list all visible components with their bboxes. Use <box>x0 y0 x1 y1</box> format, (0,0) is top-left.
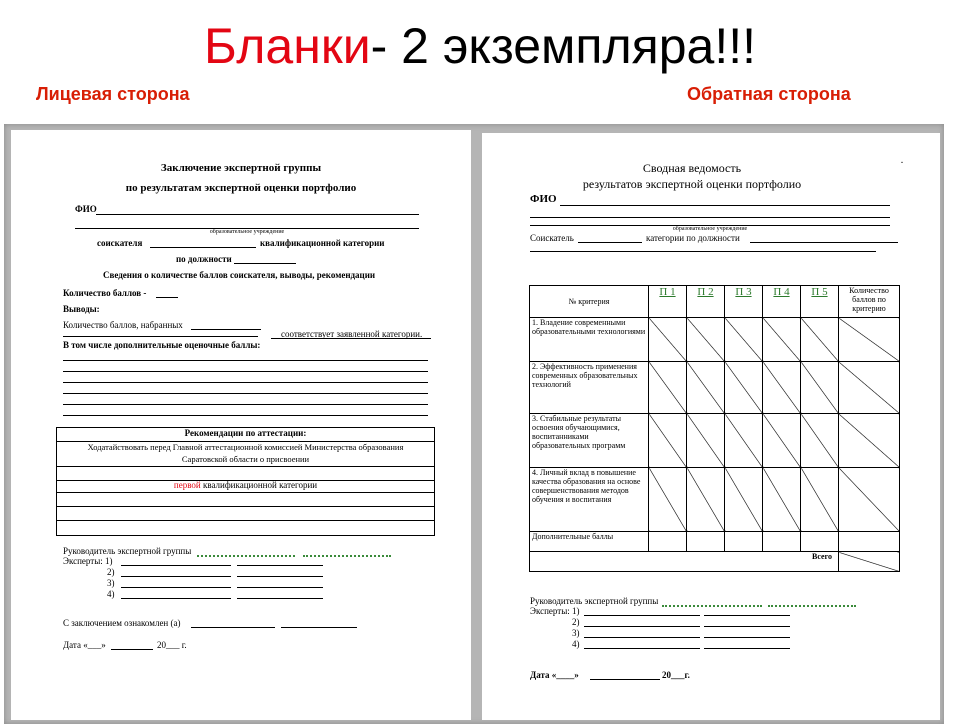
table-row <box>530 318 900 362</box>
slide-title <box>0 14 960 78</box>
recommendations-box <box>56 427 435 536</box>
right-date-line <box>590 679 660 680</box>
right-fio-label: ФИО <box>530 193 557 205</box>
left-score-collected-line <box>191 329 261 330</box>
left-heading-2: по результатам экспертной оценки портфолио <box>125 182 357 194</box>
right-category-label: категории по должности <box>646 233 740 243</box>
right-expert-4-line <box>584 648 700 649</box>
left-fio-label: ФИО <box>75 204 97 214</box>
left-expert-1-name <box>237 565 323 566</box>
left-expert-3-name <box>237 587 323 588</box>
notes-line-1 <box>63 360 428 361</box>
right-heading-1: Сводная ведомость <box>642 161 742 175</box>
expert-header-5: П 5 <box>811 286 828 298</box>
criterion-3-label: 3. Стабильные результаты освоения обучающимися, воспитанниками образовательных программ <box>530 414 649 468</box>
title-red-part: Бланки <box>203 18 371 74</box>
left-n4: 4) <box>107 589 115 599</box>
left-expert-2-line <box>121 576 231 577</box>
left-position-line <box>234 263 296 264</box>
notes-line-3 <box>63 382 428 383</box>
right-expert-1-line <box>584 615 700 616</box>
right-expert-3-name <box>704 637 790 638</box>
left-qualification-label: квалификационной категории <box>260 238 385 248</box>
left-score-label: Количество баллов - <box>63 288 147 298</box>
left-head-label: Руководитель экспертной группы <box>63 546 192 556</box>
left-applicant-label: соискателя <box>97 238 143 248</box>
right-org-caption: образовательное учреждение <box>672 226 748 232</box>
left-experts-label: Эксперты: 1) <box>63 556 113 566</box>
expert-header-1: П 1 <box>659 286 676 298</box>
left-org-caption: образовательное учреждение <box>209 229 285 235</box>
criteria-header: № критерия <box>530 286 649 318</box>
front-side-page <box>11 130 471 720</box>
rec-row-divider <box>57 466 434 467</box>
right-n2: 2) <box>572 617 580 627</box>
right-expert-4-name <box>704 648 790 649</box>
left-conclusions-label: Выводы: <box>63 304 100 314</box>
category-line <box>57 480 434 490</box>
table-row <box>530 468 900 532</box>
left-head-sign-line <box>197 555 295 557</box>
left-heading-1: Заключение экспертной группы <box>160 162 322 174</box>
back-side-page <box>482 133 940 720</box>
right-category-line <box>750 242 898 243</box>
left-expert-1-line <box>121 565 231 566</box>
left-score-collected-line2 <box>63 336 258 337</box>
left-acquainted-sign <box>191 627 275 628</box>
left-score-collected-label: Количество баллов, набранных <box>63 320 183 330</box>
right-applicant-line <box>578 242 642 243</box>
right-date-label: Дата «____» <box>530 670 579 680</box>
right-line-3 <box>530 251 876 252</box>
right-head-name-line <box>768 605 856 607</box>
expert-header-3: П 3 <box>735 286 752 298</box>
rec-row-divider <box>57 492 434 493</box>
left-expert-4-line <box>121 598 231 599</box>
right-expert-1-name <box>704 615 790 616</box>
table-row <box>530 362 900 414</box>
left-position-label: по должности <box>176 254 232 264</box>
table-row <box>530 552 900 572</box>
front-side-label: Лицевая сторона <box>36 84 190 104</box>
right-fio-line <box>560 205 890 206</box>
left-applicant-line <box>150 247 256 248</box>
left-expert-4-name <box>237 598 323 599</box>
left-head-name-line <box>303 555 391 557</box>
right-expert-2-name <box>704 626 790 627</box>
left-expert-2-name <box>237 576 323 577</box>
expert-header-4: П 4 <box>773 286 790 298</box>
notes-line-4 <box>63 393 428 394</box>
summary-table <box>529 285 900 572</box>
left-n2: 2) <box>107 567 115 577</box>
right-head-label: Руководитель экспертной группы <box>530 596 659 606</box>
left-fio-line <box>96 214 419 215</box>
right-year-label: 20___г. <box>662 670 690 680</box>
left-acquainted-name <box>281 627 357 628</box>
left-info-heading: Сведения о количестве баллов соискателя, выводы, рекомендации <box>103 270 376 280</box>
title-rest-part: - 2 экземпляра!!! <box>370 18 756 74</box>
left-acquainted-label: С заключением ознакомлен (а) <box>63 618 181 628</box>
right-experts-label: Эксперты: 1) <box>530 606 580 616</box>
points-header: Количество баллов по критерию <box>839 286 900 318</box>
first-category-word: первой <box>173 480 201 490</box>
category-rest: квалификационной категории <box>202 480 318 490</box>
recommendations-heading: Рекомендации по аттестации: <box>184 428 307 438</box>
left-corresponds-line <box>271 338 431 339</box>
left-year-label: 20___ г. <box>157 640 187 650</box>
left-expert-3-line <box>121 587 231 588</box>
petition-line-2: Саратовской области о присвоении <box>181 454 310 464</box>
table-row <box>530 414 900 468</box>
criterion-1-label: 1. Владение современными образовательными технологиями <box>530 318 649 362</box>
right-expert-3-line <box>584 637 700 638</box>
right-heading-2: результатов экспертной оценки портфолио <box>582 177 802 191</box>
rec-row-divider <box>57 520 434 521</box>
table-row <box>530 532 900 552</box>
left-score-line <box>156 297 178 298</box>
back-side-label: Обратная сторона <box>687 84 851 104</box>
expert-header-2: П 2 <box>697 286 714 298</box>
right-applicant-label: Соискатель <box>530 233 574 243</box>
right-head-sign-line <box>662 605 762 607</box>
right-n4: 4) <box>572 639 580 649</box>
right-expert-2-line <box>584 626 700 627</box>
notes-line-2 <box>63 371 428 372</box>
left-additional-label: В том числе дополнительные оценочные баллы: <box>63 340 261 350</box>
right-line-2 <box>530 217 890 218</box>
left-date-label: Дата «___» <box>63 640 106 650</box>
additional-points-label: Дополнительные баллы <box>530 532 649 552</box>
notes-line-6 <box>63 415 428 416</box>
notes-line-5 <box>63 404 428 405</box>
left-corresponds-label: соответствует заявленной категории. <box>281 329 423 339</box>
left-date-line <box>111 649 153 650</box>
criterion-2-label: 2. Эффективность применения современных образовательных технологий <box>530 362 649 414</box>
criterion-4-label: 4. Личный вклад в повышение качества образования на основе совершенствования методов обучения и воспитания <box>530 468 649 532</box>
petition-line-1: Ходатайствовать перед Главной аттестационной комиссией Министерства образования <box>87 442 404 452</box>
rec-row-divider <box>57 506 434 507</box>
right-n3: 3) <box>572 628 580 638</box>
left-n3: 3) <box>107 578 115 588</box>
total-label: Всего <box>530 552 839 572</box>
